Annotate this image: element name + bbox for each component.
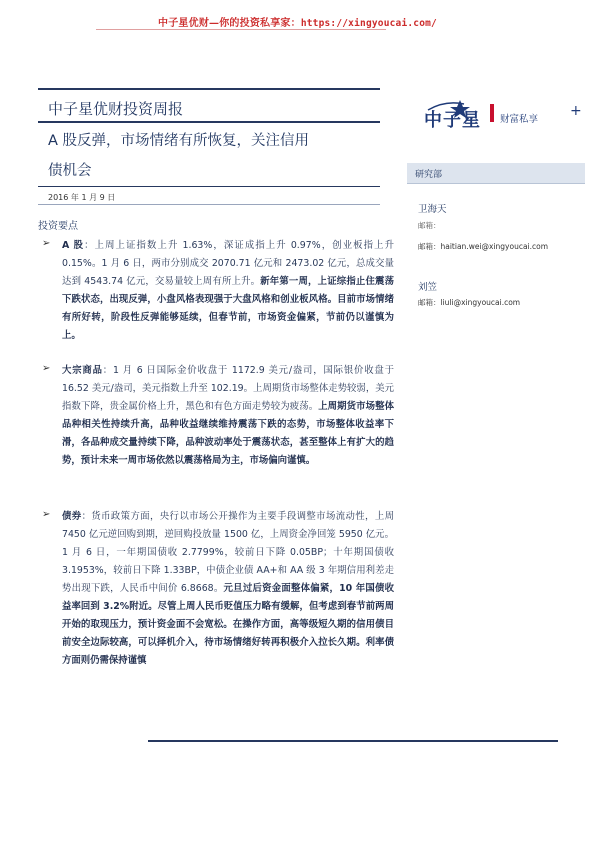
watermark-text: 中子星优财—你的投资私享家：: [158, 18, 301, 29]
bullet-arrow-icon: ➢: [42, 509, 51, 520]
footer-rule: [148, 740, 558, 742]
bullet-bold-text: 新年第一周，上证综指止住震荡下跌状态，出现反弹，小盘风格表现强于大盘风格和创业板风格。目前市场情绪有所好转，阶段性反弹能够延续，但春节前，市场资金偏紧，节前仍以谨慎为上。: [62, 276, 394, 341]
bullet-paragraph: [62, 237, 394, 345]
bullet-normal-text: ：货币政策方面，央行以市场公开操作为主要手段调整市场流动性，上周 7450 亿元逆回购到期，逆回购投放量 1500 亿，上周资金净回笼 5950 亿元。1 月 6 日，一年期国债收 2.7799%，较前日下降 0.05BP；十年期国债收 3.1953%，较前日下降 1.33BP，中债企业债 AA+和 AA 级 3 年期信用利差走势出现下跌，人民币中间价 6.8668。: [62, 511, 394, 594]
analyst-name: 卫海天: [418, 204, 447, 215]
bullet-arrow-icon: ➢: [42, 363, 51, 374]
bullet-bonds: [42, 508, 392, 688]
bullet-bold-text: 上周期货市场整体品种相关性持续升高，品种收益继续维持震荡下跌的态势，市场整体收益率下滑，各品种成交量持续下降，品种波动率处于震荡状态，甚至整体上有扩大的趋势，预计未来一周市场依然以震荡格局为主，市场偏向谨慎。: [62, 401, 394, 466]
analyst-email[interactable]: [418, 241, 548, 252]
department-label: 研究部: [415, 170, 443, 180]
key-points-title: 投资要点: [38, 221, 78, 232]
analyst-email[interactable]: [418, 297, 520, 308]
bullet-paragraph: [62, 362, 394, 470]
date-rule: [38, 204, 380, 205]
bullet-arrow-icon: ➢: [42, 238, 51, 249]
analyst-email-prefix: 邮箱：: [418, 242, 441, 251]
bullet-a-share: [42, 237, 392, 357]
logo-brand-text: 中子星: [424, 110, 481, 131]
watermark[interactable]: [0, 14, 595, 29]
header-top-rule: [38, 88, 380, 90]
headline-line1: A 股反弹，市场情绪有所恢复，关注信用: [48, 133, 310, 149]
logo-plus-icon: +: [570, 103, 582, 119]
bullet-normal-text: ：1 月 6 日国际金价收盘于 1172.9 美元/盎司，国际银价收盘于 16.52 美元/盎司，美元指数上升至 102.19。上周期货市场整体走势较弱，美元指数下降，贵金属价格上升，黑色和有色方面走势较为疲荡。: [62, 365, 394, 412]
bullet-paragraph: [62, 508, 394, 670]
watermark-url[interactable]: https://xingyoucai.com/: [300, 18, 437, 29]
analyst-email-prefix: 邮箱：: [418, 298, 441, 307]
analyst-email-address[interactable]: liuli@xingyoucai.com: [440, 298, 521, 307]
header-mid-rule: [38, 121, 380, 123]
header-bottom-rule: [38, 186, 380, 187]
report-date: 2016 年 1 月 9 日: [48, 193, 116, 202]
report-name: 中子星优财投资周报: [48, 100, 184, 118]
bullet-bold-text: 元旦过后资金面整体偏紧，10 年国债收益率回到 3.2%附近。尽管上周人民币贬值压力略有缓解，但考虑到春节前两周开始的取现压力，预计资金面不会宽松。在操作方面，高等级短久期的信用债目前安全边际较高，可以择机介入，待市场情绪好转再积极介入拉长久期。利率债方面则仍需保持谨慎: [62, 583, 394, 666]
bullet-label: 大宗商品: [62, 365, 103, 376]
bullet-label: 债券: [62, 511, 82, 522]
bullet-commodities: [42, 362, 392, 492]
analyst-email-address[interactable]: haitian.wei@xingyoucai.com: [440, 242, 549, 251]
brand-logo: [420, 90, 595, 140]
logo-mark: [420, 96, 490, 136]
analyst-email-label: 邮箱：: [418, 221, 441, 230]
analyst-name: 刘笠: [418, 282, 438, 293]
logo-tagline: 财富私享: [500, 114, 539, 125]
sidebar-department-header: [407, 163, 585, 184]
logo-red-bar: [490, 104, 494, 122]
watermark-underline: [96, 29, 386, 30]
bullet-normal-text: ：上周上证指数上升 1.63%，深证成指上升 0.97%，创业板指上升 0.15%。1 月 6 日，两市分别成交 2070.71 亿元和 2473.02 亿元，总成交量达到 4543.74 亿元，交易量较上周有所上升。: [62, 240, 394, 287]
headline-line2: 债机会: [48, 163, 92, 179]
bullet-label: A 股: [62, 240, 85, 251]
